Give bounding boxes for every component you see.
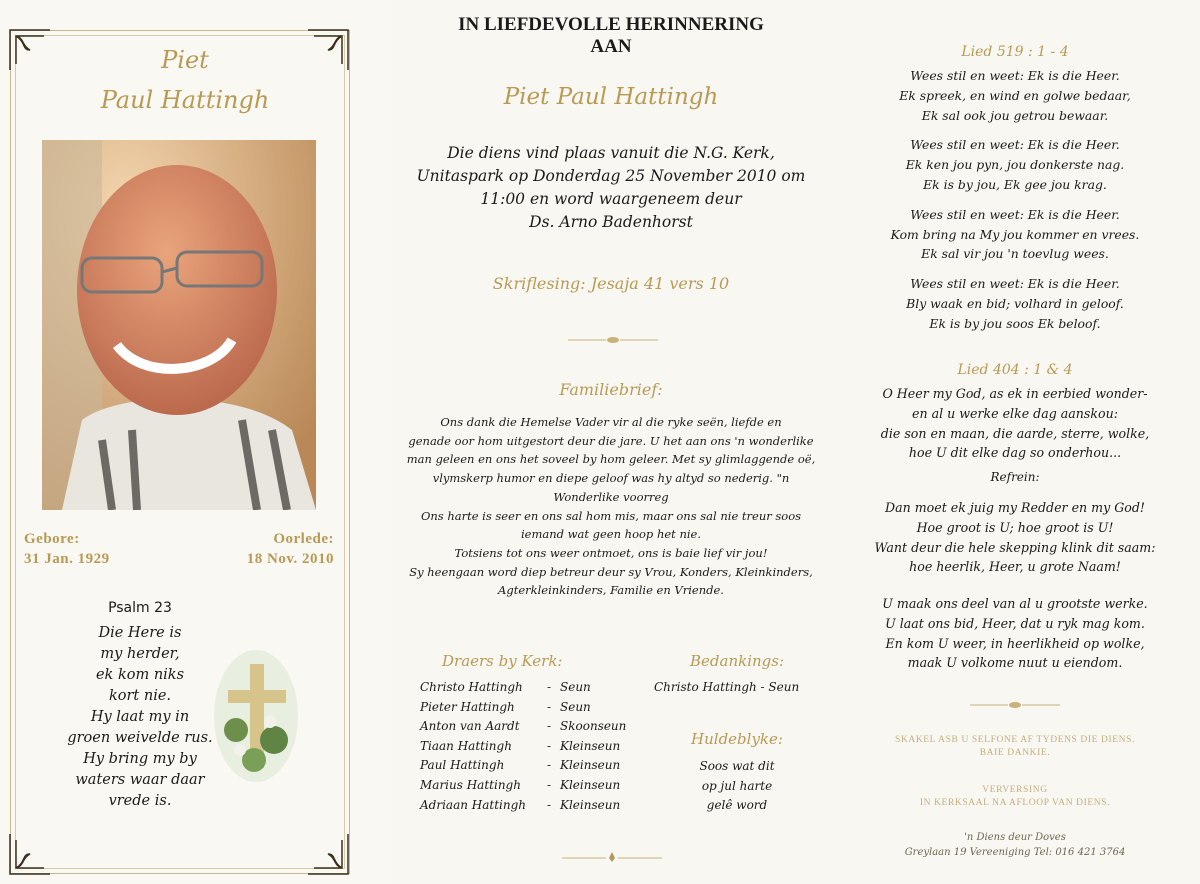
hymn-line: U laat ons bid, Heer, dat u ryk mag kom.: [885, 615, 1145, 631]
name-full: Paul Hattingh: [100, 86, 270, 114]
heading-line2: AAN: [590, 36, 632, 57]
table-row: [420, 776, 640, 796]
hymn-stanza: [830, 274, 1200, 333]
family-letter-line: genade oor hom uitgestort deur die jare. U het aan ons 'n wonderlike: [408, 433, 814, 448]
psalm-line: Hy bring my by: [83, 751, 197, 767]
heading-line1: IN LIEFDEVOLLE HERINNERING: [458, 14, 764, 35]
tributes-line: Soos wat dit: [699, 759, 775, 773]
hymn-line: hoe U dit elke dag so onderhou...: [908, 445, 1122, 461]
bearer-dash: -: [546, 797, 552, 812]
table-row: [420, 756, 640, 776]
bearer-dash: -: [546, 699, 552, 714]
psalm-line: Die Here is: [98, 625, 182, 641]
corner-ornament-icon: [306, 28, 350, 72]
hymn-line: Kom bring na My jou kommer en vrees.: [890, 226, 1140, 242]
hymn-line: maak U volkome nuut u eiendom.: [907, 655, 1123, 671]
table-row: [420, 678, 640, 698]
thanks-line: Christo Hattingh - Seun: [654, 680, 800, 694]
bearer-relation: Kleinseun: [560, 738, 621, 753]
bearer-dash: -: [546, 719, 552, 734]
hymn-line: hoe heerlik, Heer, u grote Naam!: [909, 559, 1121, 575]
service-line: 11:00 en word waargeneem deur: [480, 190, 742, 208]
bearer-name: Anton van Aardt: [420, 719, 520, 734]
hymn-line: Hoe groot is U; hoe groot is U!: [916, 519, 1114, 535]
notice-line: SKAKEL ASB U SELFONE AF TYDENS DIE DIENS.: [895, 735, 1135, 745]
footer-line: Greylaan 19 Vereeniging Tel: 016 421 3764: [904, 847, 1126, 858]
bearer-dash: -: [546, 680, 552, 694]
psalm-line: Hy laat my in: [90, 709, 190, 725]
hymn-line: Ek is by jou, Ek gee jou krag.: [923, 176, 1107, 192]
hymn-line: Ek ken jou pyn, jou donkerste nag.: [905, 157, 1125, 173]
tributes-line: gelê word: [706, 798, 768, 813]
thanks-title: Bedankings:: [690, 652, 785, 670]
bearers-title: Draers by Kerk:: [442, 652, 563, 670]
tributes-text: [662, 757, 812, 816]
bearer-relation: Kleinseun: [560, 758, 621, 773]
bearer-dash: -: [546, 777, 552, 792]
hymn-line: Bly waak en bid; volhard in geloof.: [906, 295, 1124, 311]
hymn-stanza: [830, 66, 1200, 125]
divider-ornament-icon: [568, 335, 658, 345]
hymn-line: U maak ons deel van al u grootste werke.: [882, 596, 1148, 611]
family-letter-line: Agterkleinkinders, Familie en Vriende.: [498, 583, 724, 598]
hymns-panel: [830, 0, 1200, 884]
hymn-line: En kom U weer, in heerlikheid op wolke,: [885, 635, 1145, 651]
bearer-relation: Skoonseun: [560, 719, 627, 734]
bearers-list: [420, 678, 640, 815]
bearer-name: Tiaan Hattingh: [420, 738, 512, 753]
name-first: Piet: [161, 46, 209, 74]
family-letter-line: vlymskerp humor en diepe geloof was hy altyd so nederig. "n: [432, 471, 790, 486]
service-line: Die diens vind plaas vanuit die N.G. Kerk,: [447, 144, 775, 162]
psalm-line: ek kom niks: [95, 667, 185, 683]
psalm-title: Psalm 23: [108, 600, 172, 616]
family-letter-line: Wonderlike voorreg: [553, 489, 669, 504]
tributes-title: Huldeblyke:: [691, 730, 783, 748]
corner-ornament-icon: [8, 28, 52, 72]
hymn-line: Wees stil en weet: Ek is die Heer.: [910, 206, 1120, 222]
born-date: 31 Jan. 1929: [24, 551, 110, 567]
bearer-name: Christo Hattingh: [420, 680, 523, 694]
front-cover-panel: [0, 0, 393, 884]
hymn2-verse4: [830, 594, 1200, 673]
psalm-line: vrede is.: [108, 793, 172, 809]
hymn-line: Ek sal ook jou getrou bewaar.: [921, 107, 1109, 123]
bearer-name: Pieter Hattingh: [420, 699, 515, 714]
hymn1-text: [830, 66, 1200, 334]
corner-ornament-icon: [306, 832, 350, 876]
family-letter-line: Ons dank die Hemelse Vader vir al die ryke seën, liefde en: [440, 415, 782, 429]
notice-line: IN KERKSAAL NA AFLOOP VAN DIENS.: [919, 798, 1111, 808]
notice-line: BAIE DANKIE.: [979, 748, 1051, 758]
hymn-stanza: [830, 135, 1200, 194]
psalm-line: my herder,: [100, 646, 180, 662]
psalm-line: kort nie.: [108, 688, 172, 704]
family-letter-line: Ons harte is seer en ons sal hom mis, maar ons sal nie treur soos: [420, 508, 802, 523]
hymn-line: Wees stil en weet: Ek is die Heer.: [910, 68, 1120, 83]
psalm-line: waters waar daar: [75, 772, 205, 788]
table-row: [420, 796, 640, 816]
undertaker-footer: [830, 830, 1200, 860]
service-line: Unitaspark op Donderdag 25 November 2010 om: [416, 167, 806, 185]
bearer-relation: Seun: [560, 699, 591, 714]
hymn-stanza: [830, 205, 1200, 264]
bearer-name: Adriaan Hattingh: [420, 797, 527, 812]
deceased-name: Piet Paul Hattingh: [503, 84, 719, 110]
footer-line: 'n Diens deur Doves: [964, 832, 1066, 843]
cross-flowers-image: [214, 650, 298, 782]
psalm-text: [40, 623, 240, 812]
family-letter-line: Sy heengaan word diep betreur deur sy Vrou, Konders, Kleinkinders,: [409, 564, 813, 579]
hymn-line: Ek is by jou soos Ek beloof.: [929, 315, 1101, 331]
hymn-line: O Heer my God, as ek in eerbied wonder-: [882, 386, 1148, 401]
family-letter-line: man geleen en ons het soveel by hom geleer. Met sy glimlaggende oë,: [406, 452, 816, 467]
divider-ornament-icon: [562, 852, 662, 862]
hymn-line: Wees stil en weet: Ek is die Heer.: [910, 137, 1120, 153]
tributes-line: op jul harte: [701, 778, 773, 793]
family-letter-title: Familiebrief:: [559, 380, 663, 399]
refrain-label: Refrein:: [990, 470, 1040, 484]
corner-ornament-icon: [8, 832, 52, 876]
refreshments-notice: [830, 784, 1200, 810]
family-letter-line: iemand wat geen hoop het nie.: [521, 527, 701, 542]
born-label: Gebore:: [24, 531, 80, 547]
psalm-line: groen weivelde rus.: [67, 730, 213, 746]
died-date: 18 Nov. 2010: [246, 551, 334, 567]
hymn-line: Wees stil en weet: Ek is die Heer.: [910, 276, 1120, 292]
bearer-relation: Kleinseun: [560, 797, 621, 812]
bearer-name: Paul Hattingh: [420, 758, 505, 773]
hymn-line: en al u werke elke dag aanskou:: [912, 405, 1118, 421]
died-label: Oorlede:: [273, 531, 334, 547]
family-letter-line: Totsiens tot ons weer ontmoet, ons is baie lief vir jou!: [454, 545, 768, 560]
notice-line: VERVERSING: [982, 785, 1048, 795]
scripture-reading: Skriflesing: Jesaja 41 vers 10: [492, 274, 730, 293]
phone-notice: [830, 734, 1200, 760]
hymn-line: die son en maan, die aarde, sterre, wolke,: [880, 425, 1150, 441]
hymn-line: Ek spreek, en wind en golwe bedaar,: [899, 87, 1131, 103]
bearer-dash: -: [546, 738, 552, 753]
bearer-dash: -: [546, 758, 552, 773]
bearer-relation: Kleinseun: [560, 777, 621, 792]
service-details: [402, 142, 820, 234]
refrain-text: [830, 498, 1200, 577]
hymn-line: Ek sal vir jou 'n toevlug wees.: [921, 246, 1109, 262]
hymn-line: Want deur die hele skepping klink dit saam:: [874, 539, 1156, 555]
hymn-line: Dan moet ek juig my Redder en my God!: [885, 500, 1145, 515]
family-letter-text: [398, 413, 824, 600]
portrait-photo: [42, 140, 316, 510]
hymn2-verse: [830, 384, 1200, 463]
service-panel: [392, 0, 831, 884]
hymn2-title: Lied 404 : 1 & 4: [957, 362, 1073, 378]
service-line: Ds. Arno Badenhorst: [529, 213, 693, 231]
table-row: [420, 737, 640, 757]
bearer-name: Marius Hattingh: [420, 777, 521, 792]
hymn1-title: Lied 519 : 1 - 4: [961, 44, 1069, 60]
bearer-relation: Seun: [560, 680, 591, 694]
table-row: [420, 717, 640, 737]
divider-ornament-icon: [970, 700, 1060, 710]
table-row: [420, 698, 640, 718]
